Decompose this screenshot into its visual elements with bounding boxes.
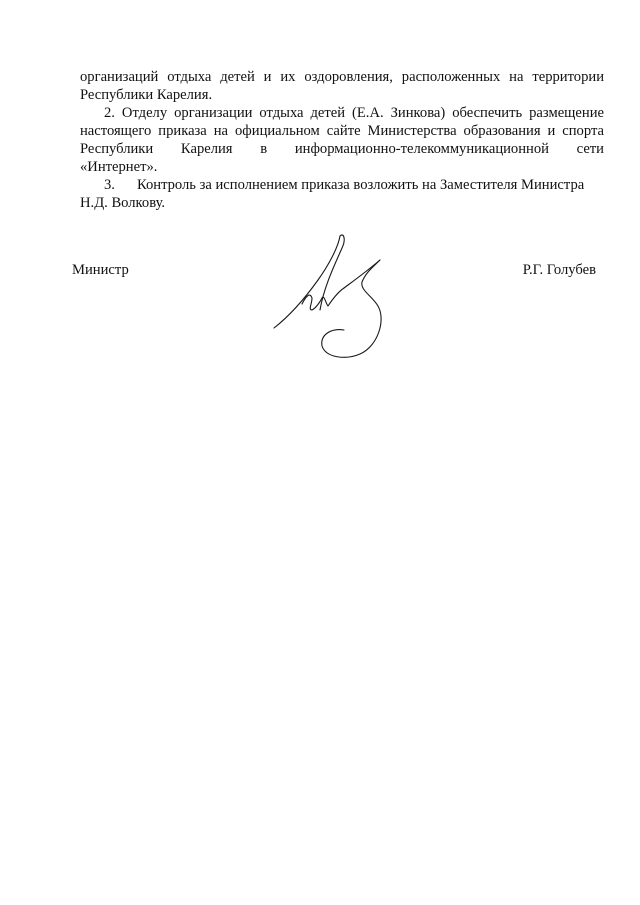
paragraph-2-line-3: Республики Карелия в информационно-телекоммуникационной сети	[80, 141, 604, 157]
signer-name: Р.Г. Голубев	[522, 262, 596, 278]
paragraph-2-line-2: настоящего приказа на официальном сайте Министерства образования и спорта	[80, 123, 604, 139]
paragraph-3-line-1	[80, 176, 604, 194]
paragraph-2-line-4: «Интернет».	[80, 159, 158, 175]
document-body	[80, 68, 604, 212]
paragraph-1-line-2: Республики Карелия.	[80, 87, 213, 103]
position-title: Министр	[72, 262, 129, 278]
paragraph-1-line-1: организаций отдыха детей и их оздоровления, расположенных на территории	[80, 69, 604, 85]
paragraph-3-number: 3.	[104, 177, 115, 193]
paragraph-3-text: Контроль за исполнением приказа возложить на Заместителя Министра	[136, 177, 585, 193]
paragraph-2-line-1: 2. Отделу организации отдыха детей (Е.А. Зинкова) обеспечить размещение	[104, 105, 604, 121]
handwritten-signature	[262, 230, 402, 370]
paragraph-3-line-2: Н.Д. Волкову.	[80, 195, 166, 211]
